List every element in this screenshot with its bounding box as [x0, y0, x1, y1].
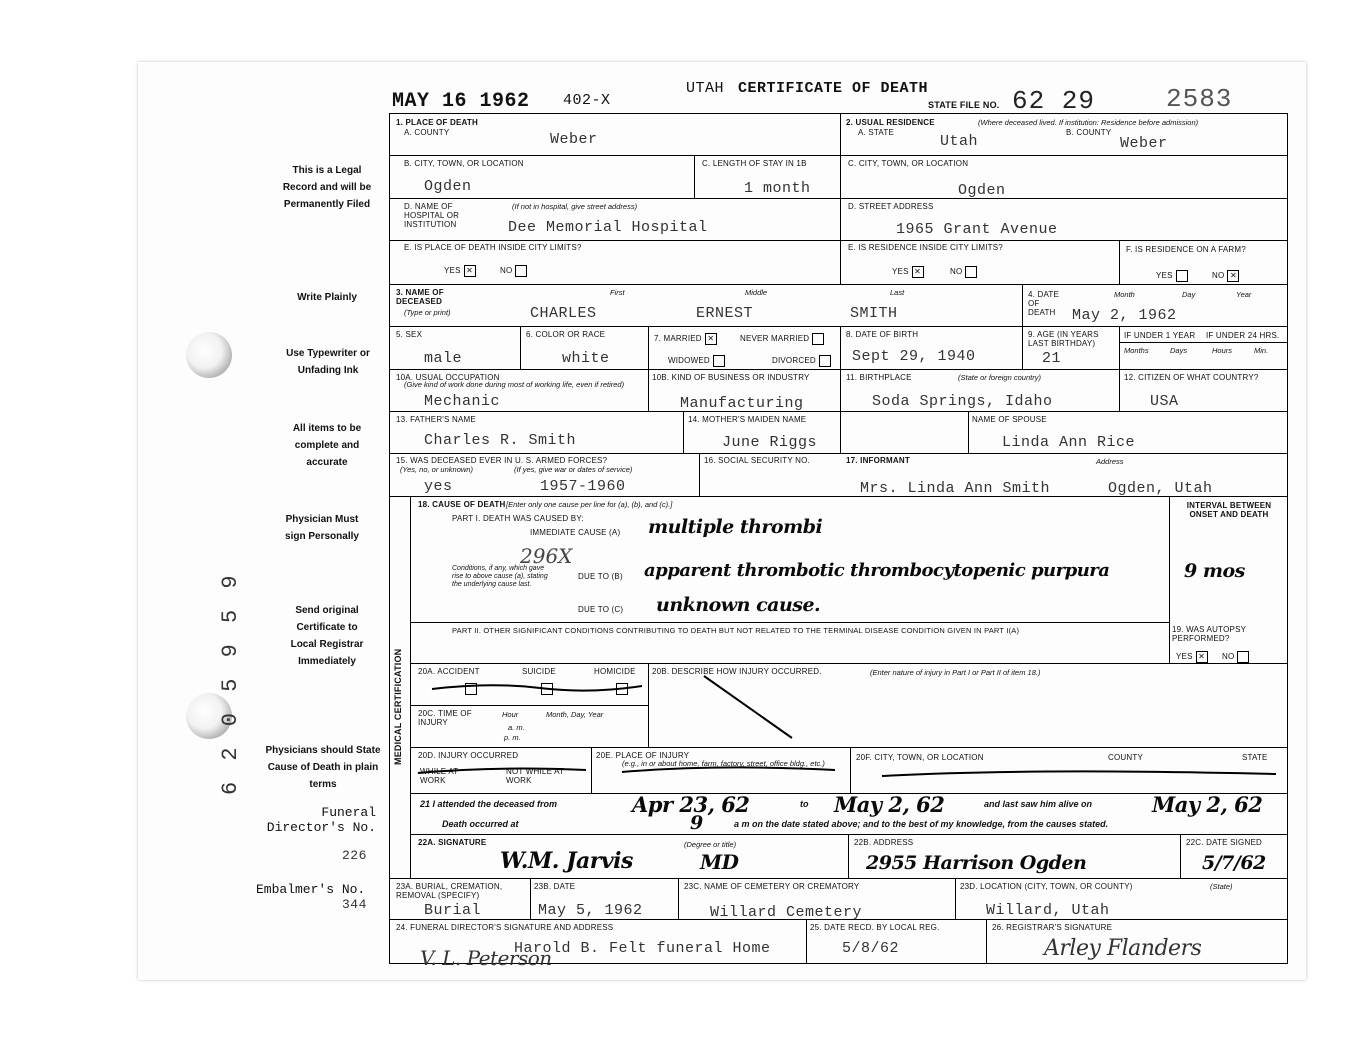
- suicide-option[interactable]: [522, 667, 556, 676]
- col-25: [806, 919, 807, 963]
- date-received-value: 5/8/62: [842, 940, 900, 957]
- date-signed-value: 5/7/62: [1202, 852, 1266, 874]
- col-medical: [410, 496, 411, 878]
- line-r3: [389, 240, 1288, 241]
- residence-inside-yes-label: YES: [892, 267, 909, 277]
- cause-hint: [Enter only one cause per line for (a), (b), and (c).]: [506, 500, 673, 509]
- residence-state-label: A. STATE: [858, 128, 894, 137]
- line-part2: [410, 622, 1170, 623]
- col-spouse: [968, 411, 969, 453]
- registrar-stamp: MAY 16 1962: [392, 90, 530, 113]
- send-original-note: Send original Certificate to Local Registrar Immediately: [290, 605, 364, 667]
- line-r12: [410, 747, 1288, 748]
- middle-name-value: ERNEST: [696, 305, 754, 322]
- min-label: Min.: [1254, 346, 1269, 355]
- informant-address-value: Ogden, Utah: [1108, 480, 1213, 497]
- autopsy-no-label: NO: [1222, 652, 1235, 662]
- injury-occurred-label: 20D. INJURY OCCURRED: [418, 751, 519, 760]
- death-inside-yes-checkbox[interactable]: ✕: [464, 265, 476, 277]
- date-of-death-label: 4. DATE OF DEATH: [1028, 290, 1060, 317]
- place-of-injury-label: 20E. PLACE OF INJURY: [596, 751, 690, 760]
- date-received-label: 25. DATE RECD. BY LOCAL REG.: [810, 923, 940, 932]
- describe-injury-label: 20B. DESCRIBE HOW INJURY OCCURRED.: [652, 667, 822, 676]
- date-of-death-value: May 2, 1962: [1072, 307, 1177, 324]
- medical-certification-label: MEDICAL CERTIFICATION: [393, 648, 403, 765]
- farm-yes-label: YES: [1156, 271, 1173, 281]
- residence-inside-yes[interactable]: [892, 266, 924, 278]
- due-to-b-label: DUE TO (B): [578, 572, 623, 581]
- death-inside-city-yes[interactable]: [444, 265, 476, 277]
- last-name-label: Last: [890, 288, 905, 297]
- col-industry: [648, 369, 649, 411]
- funeral-home-value: Harold B. Felt funeral Home: [514, 940, 771, 957]
- while-at-work-label: WHILE AT WORK: [420, 767, 459, 785]
- form-number: 402-X: [563, 92, 611, 109]
- col-20f: [850, 747, 851, 793]
- armed-forces-label: 15. WAS DECEASED EVER IN U. S. ARMED FORCES?: [396, 456, 608, 465]
- conditions-label: Conditions, if any, which gave rise to above cause (a), stating the underlying cause last.: [452, 565, 548, 588]
- part1-label: PART I. DEATH WAS CAUSED BY:: [452, 514, 584, 523]
- widowed-option[interactable]: [668, 355, 725, 367]
- line-r1: [389, 155, 1288, 156]
- funeral-director-signature: V. L. Peterson: [420, 946, 552, 970]
- residence-county-label: B. COUNTY: [1066, 128, 1112, 137]
- day-label: Day: [1182, 290, 1196, 299]
- accident-strike-line: [430, 680, 645, 694]
- deceased-name-label: 3. NAME OF DECEASED: [396, 288, 444, 306]
- physician-address-value: 2955 Harrison Ogden: [866, 852, 1087, 874]
- embalmer-label: Embalmer's No.: [256, 882, 366, 897]
- dob-label: 8. DATE OF BIRTH: [846, 330, 919, 339]
- accident-label: 20A. ACCIDENT: [418, 667, 480, 676]
- autopsy-no-checkbox[interactable]: [1237, 651, 1249, 663]
- col-date-death: [1022, 284, 1023, 326]
- registrar-signature-label: 26. REGISTRAR'S SIGNATURE: [992, 923, 1113, 932]
- hour-label: Hour: [502, 710, 519, 719]
- injury-state-label: STATE: [1242, 753, 1268, 762]
- sex-value: male: [424, 350, 463, 367]
- sex-label: 5. SEX: [396, 330, 423, 339]
- residence-inside-no-label: NO: [950, 267, 963, 277]
- typewriter-note: Use Typewriter or Unfading Ink: [286, 348, 370, 376]
- burial-date-label: 23B. DATE: [534, 882, 576, 891]
- immediate-cause-value: multiple thrombi: [648, 516, 823, 538]
- dob-value: Sept 29, 1940: [852, 348, 976, 365]
- burial-state-label: (State): [1210, 882, 1233, 891]
- hospital-label: D. NAME OF HOSPITAL OR INSTITUTION: [404, 202, 460, 229]
- funeral-director-label: Funeral Director's No.: [266, 805, 376, 835]
- line-r11: [410, 705, 648, 706]
- occurred-hour-value: 9: [690, 812, 703, 834]
- registration-number: 2583: [1166, 84, 1233, 114]
- city-strike-line: [880, 766, 1280, 782]
- autopsy-yes-label: YES: [1176, 652, 1193, 662]
- attended-to-value: May 2, 62: [834, 792, 945, 817]
- months-label: Months: [1124, 346, 1149, 355]
- burial-location-value: Willard, Utah: [986, 902, 1110, 919]
- degree-label: (Degree or title): [684, 840, 737, 849]
- residence-inside-no-checkbox[interactable]: [965, 266, 977, 278]
- physicians-should-note: Physicians should State Cause of Death in plain terms: [265, 745, 381, 790]
- mother-value: June Riggs: [722, 434, 818, 451]
- col-race: [648, 326, 649, 369]
- col-center-top: [840, 113, 841, 285]
- under-24-hrs-label: IF UNDER 24 HRS.: [1206, 331, 1280, 340]
- never-married-label: NEVER MARRIED: [740, 334, 810, 344]
- first-name-label: First: [610, 288, 625, 297]
- legal-record-note: This is a Legal Record and will be Permanently Filed: [282, 165, 372, 210]
- line-r15: [389, 878, 1288, 879]
- am-label: a. m.: [508, 723, 525, 732]
- father-value: Charles R. Smith: [424, 432, 577, 449]
- occupation-hint: (Give kind of work done during most of working life, even if retired): [404, 380, 625, 389]
- stay-label: C. LENGTH OF STAY IN 1B: [702, 159, 807, 168]
- line-r10: [410, 663, 1288, 664]
- col-20e: [591, 747, 592, 793]
- residence-city-value: Ogden: [958, 182, 1006, 199]
- col-23d: [955, 878, 956, 919]
- farm-yes[interactable]: [1156, 270, 1188, 282]
- injury-city-label: 20F. CITY, TOWN, OR LOCATION: [856, 753, 984, 762]
- attended-label: 21 I attended the deceased from: [420, 799, 558, 809]
- residence-inside-no[interactable]: [950, 266, 977, 278]
- embalmer-number: 344: [342, 897, 367, 912]
- date-signed-label: 22C. DATE SIGNED: [1186, 838, 1262, 847]
- cause-code: 296X: [520, 544, 573, 568]
- citizen-label: 12. CITIZEN OF WHAT COUNTRY?: [1124, 373, 1259, 382]
- armed-hint: (Yes, no, or unknown): [400, 465, 473, 474]
- under-line: [1119, 342, 1287, 343]
- death-city-value: Ogden: [424, 178, 472, 195]
- binder-hole-top: [186, 332, 232, 378]
- occurred-tail: a m on the date stated above; and to the best of my knowledge, from the causes stated.: [734, 819, 1109, 829]
- physician-degree: MD: [700, 850, 739, 874]
- spouse-value: Linda Ann Rice: [1002, 434, 1136, 451]
- all-items-note: All items to be complete and accurate: [292, 423, 362, 468]
- line-r14: [410, 834, 1288, 835]
- certificate-title: CERTIFICATE OF DEATH: [738, 80, 929, 97]
- death-city-label: B. CITY, TOWN, OR LOCATION: [404, 159, 524, 168]
- death-inside-city-label: E. IS PLACE OF DEATH INSIDE CITY LIMITS?: [404, 243, 582, 252]
- street-label: D. STREET ADDRESS: [848, 202, 934, 211]
- col-farm: [1119, 240, 1120, 284]
- col-age: [1022, 326, 1023, 369]
- widowed-label: WIDOWED: [668, 356, 710, 366]
- line-r7: [389, 411, 1288, 412]
- divorced-option[interactable]: [772, 355, 831, 367]
- burial-date-value: May 5, 1962: [538, 902, 643, 919]
- informant-value: Mrs. Linda Ann Smith: [860, 480, 1051, 497]
- birthplace-label: 11. BIRTHPLACE: [846, 373, 912, 382]
- industry-value: Manufacturing: [680, 395, 804, 412]
- farm-no-checkbox[interactable]: ✕: [1227, 270, 1239, 282]
- state-file-label: STATE FILE NO.: [928, 100, 1000, 110]
- age-label: 9. AGE (IN YEARS LAST BIRTHDAY): [1028, 330, 1099, 348]
- place-of-death-label: 1. PLACE OF DEATH: [396, 118, 478, 127]
- farm-no[interactable]: [1212, 270, 1239, 282]
- death-inside-yes-label: YES: [444, 266, 461, 276]
- col-ssn: [699, 453, 700, 496]
- under-1-year-label: IF UNDER 1 YEAR: [1124, 331, 1196, 340]
- never-married-checkbox[interactable]: [812, 333, 824, 345]
- last-saw-label: and last saw him alive on: [984, 799, 1093, 809]
- cemetery-label: 23C. NAME OF CEMETERY OR CREMATORY: [684, 882, 860, 891]
- interval-b-value: 9 mos: [1184, 560, 1245, 582]
- year-label: Year: [1236, 290, 1252, 299]
- funeral-director-signature-label: 24. FUNERAL DIRECTOR'S SIGNATURE AND ADDRESS: [396, 923, 614, 932]
- occupation-label: 10A. USUAL OCCUPATION: [396, 373, 500, 382]
- armed-value: yes: [424, 478, 453, 495]
- col-mother: [683, 411, 684, 453]
- married-option[interactable]: [654, 333, 717, 345]
- never-married-option[interactable]: [740, 333, 824, 345]
- injury-county-label: COUNTY: [1108, 753, 1143, 762]
- work-strike-line: [416, 764, 591, 778]
- hours-label: Hours: [1212, 346, 1233, 355]
- registrar-signature: Arley Flanders: [1044, 936, 1202, 961]
- col-dob: [840, 326, 841, 453]
- col-sex: [520, 326, 521, 369]
- injury-strike-line: [700, 672, 800, 742]
- attended-from-value: Apr 23, 62: [632, 792, 750, 817]
- physician-signature: W.M. Jarvis: [500, 848, 633, 874]
- homicide-option[interactable]: [594, 667, 636, 676]
- title-state: UTAH: [686, 80, 725, 97]
- informant-address-label: Address: [1096, 457, 1124, 466]
- burial-value: Burial: [424, 902, 482, 919]
- burial-location-label: 23D. LOCATION (CITY, TOWN, OR COUNTY): [960, 882, 1133, 891]
- month-day-year-label: Month, Day, Year: [546, 710, 604, 719]
- col-stay: [694, 155, 695, 198]
- col-interval: [1169, 496, 1170, 663]
- residence-state-value: Utah: [940, 133, 979, 150]
- county-label: A. COUNTY: [404, 128, 450, 137]
- autopsy-yes[interactable]: [1176, 651, 1208, 663]
- father-label: 13. FATHER'S NAME: [396, 415, 476, 424]
- residence-inside-yes-checkbox[interactable]: ✕: [912, 266, 924, 278]
- cause-c-value: unknown cause.: [656, 594, 821, 616]
- physician-address-label: 22B. ADDRESS: [854, 838, 914, 847]
- hospital-value: Dee Memorial Hospital: [508, 219, 708, 236]
- autopsy-no[interactable]: [1222, 651, 1249, 663]
- col-23c: [678, 878, 679, 919]
- death-inside-no-label: NO: [500, 266, 513, 276]
- immediate-cause-label: IMMEDIATE CAUSE (A): [530, 528, 621, 537]
- autopsy-yes-checkbox[interactable]: ✕: [1196, 651, 1208, 663]
- death-inside-no-checkbox[interactable]: [515, 265, 527, 277]
- widowed-checkbox[interactable]: [713, 355, 725, 367]
- mother-label: 14. MOTHER'S MAIDEN NAME: [688, 415, 807, 424]
- col-22b: [848, 834, 849, 878]
- write-plainly-note: Write Plainly: [297, 292, 357, 303]
- farm-label: F. IS RESIDENCE ON A FARM?: [1126, 245, 1246, 254]
- interval-label: INTERVAL BETWEEN ONSET AND DEATH: [1186, 501, 1272, 519]
- due-to-c-label: DUE TO (C): [578, 605, 624, 614]
- part2-label: PART II. OTHER SIGNIFICANT CONDITIONS CONTRIBUTING TO DEATH BUT NOT RELATED TO THE TERMINAL DISEASE CONDITION GIVEN IN PART I(A): [452, 626, 1020, 635]
- last-saw-value: May 2, 62: [1152, 792, 1263, 817]
- signature-label: 22A. SIGNATURE: [418, 838, 487, 847]
- col-23b: [530, 878, 531, 919]
- month-label: Month: [1114, 290, 1135, 299]
- age-value: 21: [1042, 350, 1062, 367]
- married-label: 7. MARRIED: [654, 334, 702, 344]
- line-top: [389, 113, 1288, 114]
- line-r6: [389, 369, 1288, 370]
- divorced-label: DIVORCED: [772, 356, 816, 366]
- state-file-number: 62 29: [1012, 86, 1096, 116]
- first-name-value: CHARLES: [530, 305, 597, 322]
- cause-of-death-label: 18. CAUSE OF DEATH: [418, 500, 506, 509]
- middle-name-label: Middle: [745, 288, 768, 297]
- suicide-label: SUICIDE: [522, 667, 556, 676]
- citizen-value: USA: [1150, 393, 1179, 410]
- spouse-label: NAME OF SPOUSE: [972, 415, 1047, 424]
- describe-injury-hint: (Enter nature of injury in Part I or Part II of item 18.): [870, 668, 1041, 677]
- residence-city-label: C. CITY, TOWN, OR LOCATION: [848, 159, 969, 168]
- last-name-value: SMITH: [850, 305, 898, 322]
- place-strike-line: [620, 760, 840, 780]
- deceased-name-hint: (Type or print): [404, 308, 451, 317]
- informant-label: 17. INFORMANT: [846, 456, 910, 465]
- line-r4: [389, 284, 1288, 285]
- farm-no-label: NO: [1212, 271, 1225, 281]
- col-26: [986, 919, 987, 963]
- line-r2: [389, 198, 1288, 199]
- col-20b: [648, 663, 649, 747]
- death-county-value: Weber: [550, 131, 598, 148]
- residence-county-value: Weber: [1120, 135, 1168, 152]
- cause-b-value: apparent thrombotic thrombocytopenic purpura: [644, 560, 1110, 581]
- occurred-label: Death occurred at: [442, 819, 519, 829]
- autopsy-label: 19. WAS AUTOPSY PERFORMED?: [1172, 625, 1246, 643]
- death-inside-city-no[interactable]: [500, 265, 527, 277]
- race-label: 6. COLOR OR RACE: [526, 330, 606, 339]
- industry-label: 10B. KIND OF BUSINESS OR INDUSTRY: [652, 373, 810, 382]
- burial-label: 23A. BURIAL, CREMATION, REMOVAL (SPECIFY): [396, 882, 503, 900]
- residence-inside-city-label: E. IS RESIDENCE INSIDE CITY LIMITS?: [848, 243, 1003, 252]
- vertical-serial-number: 6 2 0 5 9 5 9: [218, 571, 243, 795]
- birthplace-hint: (State or foreign country): [958, 373, 1041, 382]
- funeral-director-number: 226: [342, 848, 367, 863]
- physician-sign-note: Physician Must sign Personally: [285, 514, 359, 542]
- armed-hint-2: (If yes, give war or dates of service): [514, 465, 633, 474]
- cemetery-value: Willard Cemetery: [710, 904, 863, 921]
- race-value: white: [562, 350, 610, 367]
- street-value: 1965 Grant Avenue: [896, 221, 1058, 238]
- service-dates-value: 1957-1960: [540, 478, 626, 495]
- stay-value: 1 month: [744, 180, 811, 197]
- hospital-hint: (If not in hospital, give street address): [512, 202, 638, 211]
- attended-to-label: to: [800, 799, 809, 809]
- accident-option[interactable]: [418, 667, 480, 676]
- occupation-value: Mechanic: [424, 393, 501, 410]
- homicide-label: HOMICIDE: [594, 667, 636, 676]
- birthplace-value: Soda Springs, Idaho: [872, 393, 1053, 410]
- usual-residence-label: 2. USUAL RESIDENCE: [846, 118, 935, 127]
- place-of-injury-hint: (e.g., in or about home, farm, factory, street, office bldg., etc.): [622, 759, 825, 768]
- divorced-checkbox[interactable]: [819, 355, 831, 367]
- not-while-at-work-label: NOT WHILE AT WORK: [506, 767, 564, 785]
- col-22c: [1180, 834, 1181, 878]
- time-of-injury-label: 20C. TIME OF INJURY: [418, 709, 472, 727]
- line-r5: [389, 326, 1288, 327]
- pm-label: p. m.: [504, 733, 521, 742]
- ssn-label: 16. SOCIAL SECURITY NO.: [704, 456, 810, 465]
- line-r8: [389, 453, 1288, 454]
- married-checkbox[interactable]: ✕: [705, 333, 717, 345]
- col-under1: [1119, 326, 1120, 411]
- days-label: Days: [1170, 346, 1188, 355]
- farm-yes-checkbox[interactable]: [1176, 270, 1188, 282]
- usual-residence-hint: (Where deceased lived. If institution: Residence before admission): [978, 118, 1199, 127]
